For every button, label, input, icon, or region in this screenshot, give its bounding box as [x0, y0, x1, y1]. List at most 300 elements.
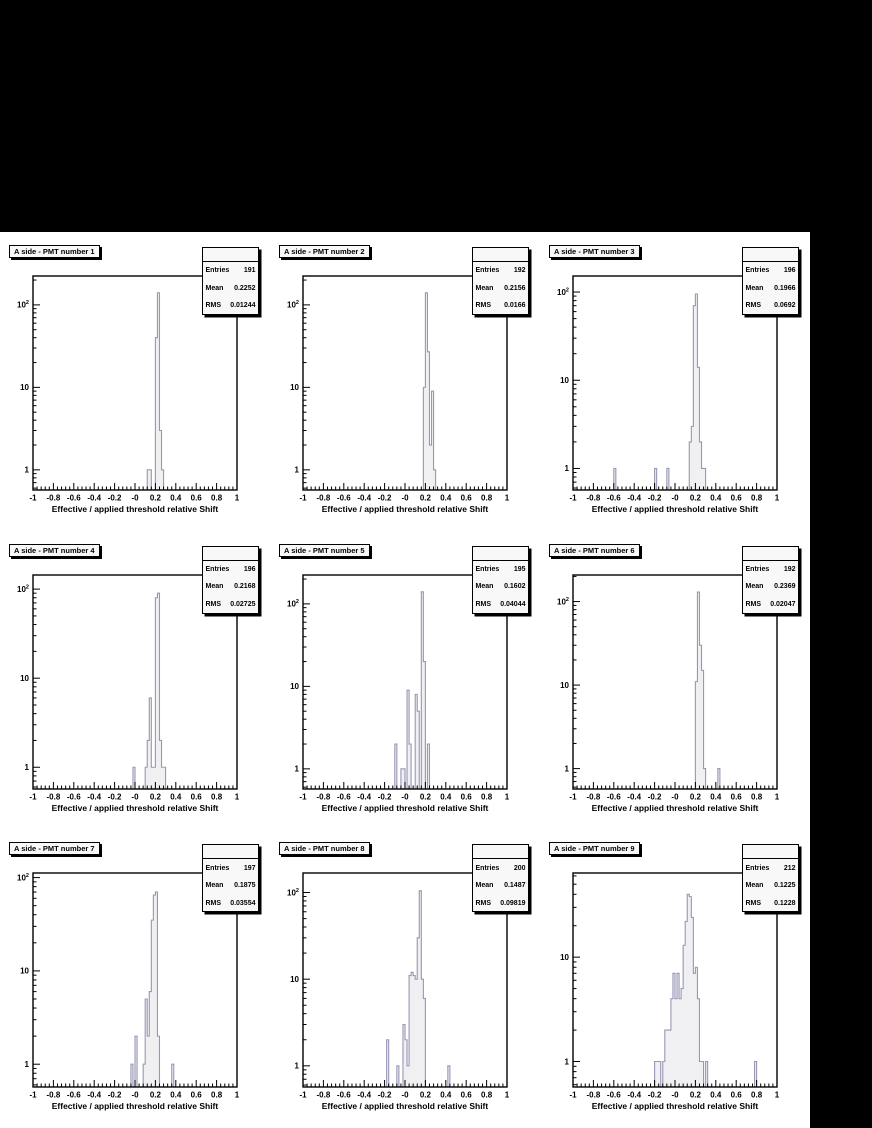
svg-text:10: 10	[20, 673, 29, 683]
svg-text:0.4: 0.4	[440, 1090, 452, 1100]
stats-header	[743, 248, 798, 262]
svg-text:-0.4: -0.4	[627, 493, 642, 503]
svg-text:0.4: 0.4	[440, 792, 452, 802]
stats-entries-row	[203, 561, 258, 579]
stats-box	[742, 247, 799, 315]
stats-mean-row	[473, 877, 528, 895]
stats-mean-value: 0.1875	[234, 882, 256, 890]
stats-entries-value: 196	[783, 267, 796, 275]
stats-header	[203, 845, 258, 859]
histogram-shape	[573, 592, 777, 789]
svg-text:10: 10	[560, 680, 569, 690]
panel-title: A side - PMT number 4	[14, 545, 95, 555]
y-axis-labels	[17, 584, 30, 772]
x-axis-labels	[29, 493, 239, 502]
svg-text:-1: -1	[299, 1090, 307, 1100]
svg-text:0.8: 0.8	[751, 792, 763, 802]
stats-entries-label: Entries	[475, 267, 500, 275]
stats-mean-value: 0.1966	[774, 284, 796, 292]
stats-mean-row	[473, 578, 528, 596]
svg-text:-1: -1	[29, 1090, 37, 1100]
panel-title: A side - PMT number 6	[554, 545, 635, 555]
svg-text:0.2: 0.2	[149, 1090, 161, 1100]
svg-text:1: 1	[294, 764, 299, 774]
stats-rms-value: 0.02047	[770, 600, 796, 608]
panel-title-box	[9, 842, 100, 855]
histogram-panel	[540, 232, 810, 531]
svg-text:-0.4: -0.4	[87, 1090, 102, 1100]
panel-title-box	[279, 842, 370, 855]
y-axis	[33, 878, 40, 1085]
x-axis-title: Effective / applied threshold relative Shift	[321, 1101, 489, 1112]
stats-rms-value: 0.1228	[774, 899, 796, 907]
x-axis	[33, 782, 237, 789]
stats-entries-value: 212	[783, 864, 796, 872]
svg-text:10: 10	[20, 967, 30, 977]
x-axis-title: Effective / applied threshold relative Shift	[321, 802, 489, 813]
stats-rms-label: RMS	[205, 600, 222, 608]
stats-rms-row	[473, 297, 528, 315]
svg-text:0.6: 0.6	[460, 792, 472, 802]
histogram-panel	[270, 829, 540, 1128]
stats-box	[202, 247, 259, 315]
stats-rms-label: RMS	[475, 302, 492, 310]
svg-text:-0.4: -0.4	[87, 493, 102, 503]
svg-text:-0: -0	[671, 792, 679, 802]
svg-text:10: 10	[290, 681, 299, 691]
stats-entries-label: Entries	[745, 864, 770, 872]
stats-box	[472, 844, 529, 912]
svg-text:1: 1	[504, 1090, 510, 1100]
stats-mean-label: Mean	[475, 284, 494, 292]
svg-text:0.8: 0.8	[481, 493, 493, 503]
panel-title: A side - PMT number 9	[554, 844, 635, 854]
stats-rms-row	[743, 894, 798, 912]
stats-mean-label: Mean	[205, 284, 224, 292]
histogram-panel	[270, 232, 540, 531]
stats-mean-label: Mean	[745, 284, 764, 292]
stats-mean-row	[203, 877, 258, 895]
x-axis-title: Effective / applied threshold relative Shift	[51, 802, 219, 813]
stats-rms-label: RMS	[475, 899, 492, 907]
y-axis	[303, 579, 310, 787]
svg-text:0.6: 0.6	[730, 792, 742, 802]
histogram-shape	[33, 593, 237, 789]
svg-text:102: $10^2$	[17, 584, 29, 594]
stats-entries-value: 197	[243, 864, 256, 872]
svg-text:0.6: 0.6	[190, 493, 202, 503]
svg-text:0.2: 0.2	[149, 493, 161, 503]
stats-entries-row	[473, 859, 528, 877]
stats-entries-row	[743, 561, 798, 579]
svg-text:-0: -0	[671, 493, 679, 503]
panel-title-box	[279, 245, 370, 258]
y-axis-labels	[557, 287, 570, 473]
svg-text:0.8: 0.8	[211, 493, 223, 503]
histogram-shape	[33, 293, 237, 490]
svg-text:-1: -1	[29, 792, 37, 802]
x-axis	[33, 483, 237, 490]
y-axis-labels	[557, 597, 570, 774]
histogram-shape	[303, 293, 507, 490]
svg-text:0.4: 0.4	[710, 493, 722, 503]
svg-text:102: $10^2$	[287, 598, 299, 609]
histogram-panel	[540, 531, 810, 830]
y-axis-labels	[17, 873, 30, 1069]
histogram-panel	[0, 829, 270, 1128]
stats-mean-row	[743, 578, 798, 596]
stats-header	[203, 547, 258, 561]
y-axis	[573, 292, 580, 488]
stats-mean-label: Mean	[475, 882, 494, 890]
svg-text:-0.8: -0.8	[46, 493, 61, 503]
stats-mean-label: Mean	[745, 583, 764, 591]
stats-header	[743, 845, 798, 859]
stats-rms-value: 0.04044	[500, 600, 526, 608]
stats-entries-value: 196	[243, 565, 256, 573]
svg-text:-0: -0	[401, 493, 409, 503]
svg-text:1: 1	[294, 465, 299, 475]
stats-rms-label: RMS	[745, 600, 762, 608]
stats-mean-row	[203, 280, 258, 298]
stats-mean-label: Mean	[745, 882, 764, 890]
stats-rms-row	[473, 894, 528, 912]
panel-title-box	[9, 245, 100, 258]
svg-text:0.6: 0.6	[460, 1090, 472, 1100]
svg-text:-0.6: -0.6	[606, 493, 621, 503]
svg-text:1: 1	[24, 1060, 30, 1070]
histogram-shape	[303, 591, 507, 788]
svg-text:-0: -0	[401, 1090, 409, 1100]
svg-text:-0.4: -0.4	[357, 1090, 372, 1100]
svg-text:-0.2: -0.2	[647, 1090, 662, 1100]
stats-mean-value: 0.1225	[774, 882, 796, 890]
stats-header	[473, 248, 528, 262]
y-axis-labels	[17, 300, 30, 474]
x-axis-title: Effective / applied threshold relative Shift	[51, 1101, 219, 1112]
stats-rms-label: RMS	[745, 302, 762, 310]
x-axis-title: Effective / applied threshold relative Shift	[51, 503, 219, 514]
stats-rms-value: 0.09819	[500, 899, 526, 907]
stats-rms-label: RMS	[745, 899, 762, 907]
histogram-panel	[540, 829, 810, 1128]
stats-box	[472, 247, 529, 315]
svg-text:0.6: 0.6	[730, 493, 742, 503]
svg-text:1: 1	[564, 1057, 569, 1067]
stats-mean-row	[473, 280, 528, 298]
svg-text:102: $10^2$	[287, 888, 299, 898]
panel-title-box	[549, 245, 640, 258]
stats-rms-label: RMS	[205, 899, 222, 907]
stats-entries-label: Entries	[475, 864, 500, 872]
svg-text:-0.6: -0.6	[66, 493, 81, 503]
stats-mean-value: 0.2156	[504, 284, 526, 292]
stats-header	[473, 845, 528, 859]
svg-text:0.2: 0.2	[149, 792, 161, 802]
svg-text:102: $10^2$	[557, 287, 569, 297]
svg-text:-0.4: -0.4	[87, 792, 102, 802]
svg-text:-0.6: -0.6	[66, 792, 81, 802]
svg-text:-0.6: -0.6	[606, 792, 621, 802]
svg-text:102: $10^2$	[17, 873, 30, 883]
svg-text:-1: -1	[29, 493, 37, 503]
histogram-shape	[33, 892, 237, 1087]
x-axis-labels	[299, 792, 509, 801]
histogram-shape	[573, 294, 777, 490]
x-axis-labels	[29, 1091, 239, 1100]
svg-text:0.2: 0.2	[419, 792, 431, 802]
stats-mean-row	[743, 877, 798, 895]
x-axis-title: Effective / applied threshold relative Shift	[591, 802, 759, 813]
svg-text:-1: -1	[299, 792, 307, 802]
x-axis-title: Effective / applied threshold relative Shift	[321, 503, 489, 514]
stats-rms-row	[743, 297, 798, 315]
svg-text:-0.8: -0.8	[316, 792, 331, 802]
histogram-shape	[303, 891, 507, 1087]
stats-mean-value: 0.2252	[234, 284, 256, 292]
svg-text:0.8: 0.8	[751, 493, 763, 503]
stats-rms-value: 0.02725	[230, 600, 256, 608]
svg-text:-0.8: -0.8	[46, 1090, 61, 1100]
x-axis-labels	[569, 493, 779, 502]
x-axis-labels	[569, 792, 779, 801]
stats-entries-row	[743, 859, 798, 877]
stats-mean-row	[203, 578, 258, 596]
stats-box	[742, 844, 799, 912]
svg-text:0.6: 0.6	[190, 1090, 202, 1100]
svg-text:-0: -0	[671, 1090, 679, 1100]
stats-entries-row	[203, 859, 258, 877]
stats-rms-value: 0.03554	[230, 899, 256, 907]
svg-text:10: 10	[290, 383, 299, 393]
svg-text:102: $10^2$	[287, 300, 299, 310]
svg-text:10: 10	[560, 376, 569, 386]
histogram-shape	[573, 895, 777, 1088]
y-axis	[33, 280, 40, 488]
svg-text:-0: -0	[131, 792, 139, 802]
stats-rms-row	[203, 894, 258, 912]
svg-text:-0.2: -0.2	[377, 493, 392, 503]
y-axis-labels	[560, 953, 569, 1066]
stats-box	[472, 546, 529, 614]
svg-text:-0.8: -0.8	[316, 493, 331, 503]
stats-entries-label: Entries	[205, 864, 230, 872]
svg-text:10: 10	[20, 383, 30, 393]
panel-title: A side - PMT number 7	[14, 844, 95, 854]
svg-text:1: 1	[24, 762, 29, 772]
svg-text:-0.2: -0.2	[377, 1090, 392, 1100]
stats-entries-label: Entries	[475, 565, 500, 573]
stats-header	[743, 547, 798, 561]
x-axis-labels	[29, 792, 239, 801]
svg-text:-0.2: -0.2	[647, 493, 662, 503]
stats-rms-value: 0.01244	[230, 302, 256, 310]
x-axis-labels	[299, 493, 509, 502]
stats-entries-label: Entries	[205, 267, 230, 275]
svg-text:-0.4: -0.4	[357, 792, 372, 802]
y-axis	[303, 280, 310, 488]
x-axis	[573, 483, 777, 490]
x-axis	[33, 1080, 237, 1087]
svg-text:0.2: 0.2	[419, 1090, 431, 1100]
x-axis-labels	[299, 1091, 509, 1100]
stats-box	[202, 844, 259, 912]
svg-text:-0.2: -0.2	[647, 792, 662, 802]
svg-text:-0.8: -0.8	[46, 792, 61, 802]
stats-entries-value: 195	[513, 565, 526, 573]
stats-entries-value: 200	[513, 864, 526, 872]
x-axis	[303, 483, 507, 490]
x-axis	[303, 782, 507, 789]
svg-text:1: 1	[234, 493, 240, 503]
histogram-panel	[270, 531, 540, 830]
stats-entries-value: 192	[513, 267, 526, 275]
svg-text:0.4: 0.4	[710, 792, 722, 802]
svg-text:-0.4: -0.4	[627, 1090, 642, 1100]
svg-text:0.4: 0.4	[710, 1090, 722, 1100]
svg-text:0.8: 0.8	[481, 1090, 493, 1100]
svg-text:10: 10	[290, 975, 299, 985]
svg-text:-0.4: -0.4	[627, 792, 642, 802]
stats-rms-label: RMS	[475, 600, 492, 608]
panel-title-box	[549, 544, 640, 557]
y-axis-labels	[287, 300, 300, 474]
svg-text:-0: -0	[401, 792, 409, 802]
svg-text:-0.2: -0.2	[107, 1090, 122, 1100]
x-axis-labels	[569, 1091, 779, 1100]
svg-text:0.2: 0.2	[419, 493, 431, 503]
stats-mean-label: Mean	[205, 882, 224, 890]
y-axis	[303, 893, 310, 1086]
stats-rms-row	[203, 297, 258, 315]
stats-mean-label: Mean	[205, 583, 224, 591]
svg-text:-1: -1	[569, 493, 577, 503]
stats-mean-row	[743, 280, 798, 298]
svg-text:-0.6: -0.6	[336, 493, 351, 503]
svg-text:-0.2: -0.2	[107, 493, 122, 503]
svg-text:-0.2: -0.2	[377, 792, 392, 802]
panel-title: A side - PMT number 2	[284, 247, 365, 256]
stats-rms-row	[743, 596, 798, 614]
svg-text:0.8: 0.8	[211, 792, 223, 802]
y-axis	[573, 876, 580, 1085]
stats-rms-row	[203, 596, 258, 614]
svg-text:1: 1	[504, 792, 510, 802]
y-axis-labels	[287, 888, 300, 1071]
svg-text:1: 1	[774, 493, 780, 503]
svg-text:0.6: 0.6	[730, 1090, 742, 1100]
svg-text:-0: -0	[131, 1090, 139, 1100]
stats-entries-label: Entries	[745, 565, 770, 573]
stats-mean-label: Mean	[475, 583, 494, 591]
y-axis-labels	[287, 599, 300, 773]
svg-text:-0.6: -0.6	[606, 1090, 621, 1100]
panel-title-box	[9, 544, 100, 557]
panel-title-box	[549, 842, 640, 855]
panel-title: A side - PMT number 3	[554, 247, 635, 256]
svg-text:0.4: 0.4	[440, 493, 452, 503]
svg-text:-0.6: -0.6	[336, 792, 351, 802]
svg-text:1: 1	[504, 493, 510, 503]
stats-entries-row	[203, 262, 258, 280]
svg-text:-0: -0	[131, 493, 139, 503]
stats-entries-value: 192	[783, 565, 796, 573]
svg-text:-0.6: -0.6	[66, 1090, 81, 1100]
stats-header	[203, 248, 258, 262]
x-axis-title: Effective / applied threshold relative Shift	[591, 503, 759, 514]
svg-text:-0.2: -0.2	[107, 792, 122, 802]
svg-text:-1: -1	[569, 792, 577, 802]
svg-text:1: 1	[234, 792, 240, 802]
stats-mean-value: 0.1602	[504, 583, 526, 591]
panel-title: A side - PMT number 5	[284, 545, 365, 555]
histogram-panel	[0, 531, 270, 830]
svg-text:1: 1	[774, 1090, 780, 1100]
panel-title: A side - PMT number 1	[14, 247, 95, 256]
svg-text:1: 1	[24, 465, 30, 475]
svg-text:-0.8: -0.8	[586, 493, 601, 503]
panel-title: A side - PMT number 8	[284, 844, 365, 854]
svg-text:0.8: 0.8	[211, 1090, 223, 1100]
x-axis	[573, 1080, 777, 1087]
stats-rms-value: 0.0166	[504, 302, 526, 310]
histogram-panel	[0, 232, 270, 531]
stats-entries-label: Entries	[745, 267, 770, 275]
stats-rms-row	[473, 596, 528, 614]
svg-text:0.8: 0.8	[751, 1090, 763, 1100]
stats-box	[742, 546, 799, 614]
stats-rms-value: 0.0692	[774, 302, 796, 310]
svg-text:-1: -1	[569, 1090, 577, 1100]
stats-entries-row	[743, 262, 798, 280]
svg-text:10: 10	[560, 953, 569, 963]
svg-text:0.2: 0.2	[689, 792, 701, 802]
stats-entries-value: 191	[243, 267, 256, 275]
svg-text:102: $10^2$	[17, 300, 30, 310]
x-axis	[303, 1080, 507, 1087]
svg-text:0.6: 0.6	[190, 792, 202, 802]
svg-text:0.4: 0.4	[170, 1090, 182, 1100]
x-axis-title: Effective / applied threshold relative Shift	[591, 1101, 759, 1112]
svg-text:0.4: 0.4	[170, 792, 182, 802]
svg-text:1: 1	[774, 792, 780, 802]
svg-text:-0.8: -0.8	[586, 1090, 601, 1100]
svg-text:102: $10^2$	[557, 596, 569, 607]
svg-text:1: 1	[564, 764, 569, 774]
stats-header	[473, 547, 528, 561]
stats-mean-value: 0.1487	[504, 882, 526, 890]
svg-text:0.6: 0.6	[460, 493, 472, 503]
svg-text:-0.4: -0.4	[357, 493, 372, 503]
svg-text:-0.8: -0.8	[586, 792, 601, 802]
svg-text:0.2: 0.2	[689, 493, 701, 503]
y-axis	[573, 576, 580, 787]
svg-text:1: 1	[294, 1061, 299, 1071]
stats-rms-label: RMS	[205, 302, 222, 310]
svg-text:-0.8: -0.8	[316, 1090, 331, 1100]
stats-box	[202, 546, 259, 614]
svg-text:-0.6: -0.6	[336, 1090, 351, 1100]
svg-text:1: 1	[564, 464, 569, 474]
svg-text:0.2: 0.2	[689, 1090, 701, 1100]
root-canvas	[0, 232, 810, 1128]
svg-text:0.4: 0.4	[170, 493, 182, 503]
stats-entries-label: Entries	[205, 565, 230, 573]
stats-mean-value: 0.2369	[774, 583, 796, 591]
x-axis	[573, 782, 777, 789]
stats-entries-row	[473, 262, 528, 280]
svg-text:-1: -1	[299, 493, 307, 503]
